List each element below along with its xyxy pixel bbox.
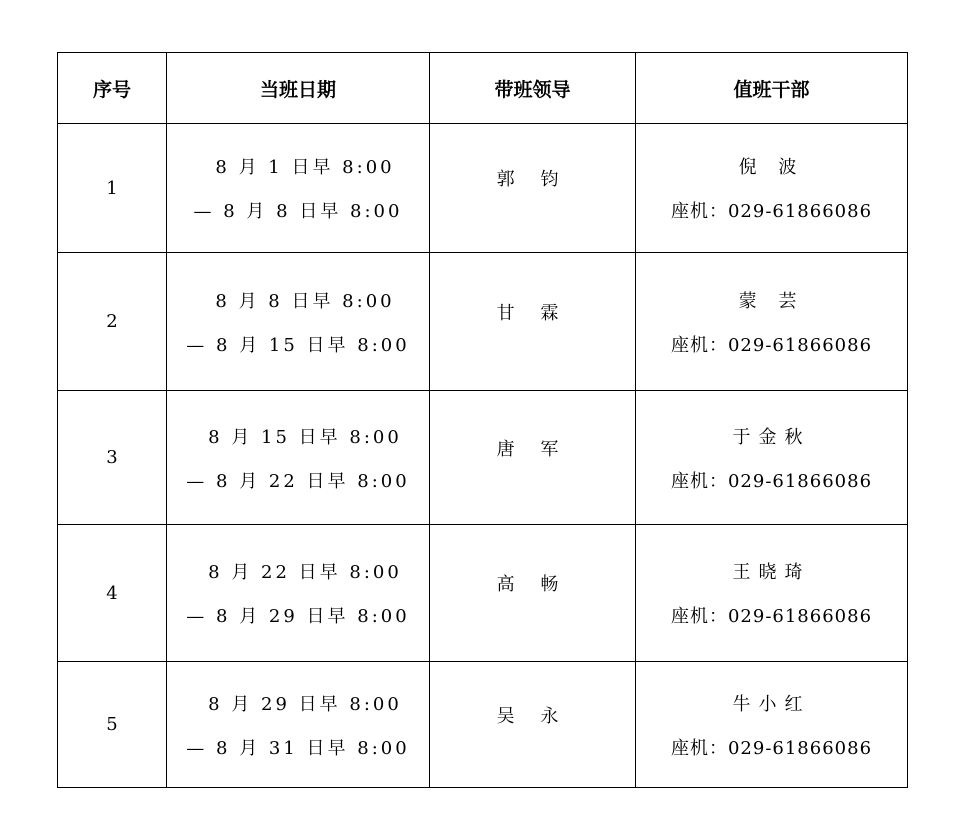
staff-name: 倪 波: [738, 157, 805, 178]
row-staff: [636, 525, 908, 662]
row-leader: [430, 525, 636, 662]
table-row: [58, 253, 908, 391]
period-end: — 8 月 29 日早 8:00: [186, 606, 410, 627]
table-row: [58, 391, 908, 525]
duty-schedule-table: [57, 52, 908, 788]
row-index: 5: [58, 662, 167, 788]
staff-phone: 座机：029-61866086: [670, 606, 873, 627]
staff-name: 蒙 芸: [738, 290, 805, 312]
staff-phone: 座机：029-61866086: [670, 470, 873, 492]
period-end: — 8 月 31 日早 8:00: [186, 737, 410, 759]
row-staff: [636, 391, 908, 525]
row-period: [167, 662, 430, 788]
period-start: 8 月 22 日早 8:00: [208, 562, 402, 583]
row-period: [167, 525, 430, 662]
table-header-row: [58, 53, 908, 124]
period-start: 8 月 8 日早 8:00: [215, 290, 395, 312]
row-index: 2: [58, 253, 167, 391]
header-period: 当班日期: [167, 53, 430, 124]
staff-phone: 座机：029-61866086: [670, 201, 873, 222]
leader-name: 甘 霖: [496, 302, 569, 324]
header-index: 序号: [58, 53, 167, 124]
period-end: — 8 月 8 日早 8:00: [193, 201, 403, 222]
row-period: [167, 253, 430, 391]
row-period: [167, 124, 430, 253]
table-row: [58, 124, 908, 253]
row-index: 3: [58, 391, 167, 525]
period-start: 8 月 1 日早 8:00: [215, 157, 395, 178]
leader-name: 郭 钧: [496, 169, 569, 190]
staff-name: 于金秋: [732, 426, 811, 448]
period-end: — 8 月 22 日早 8:00: [186, 470, 410, 492]
leader-name: 高 畅: [496, 574, 569, 595]
row-staff: [636, 662, 908, 788]
row-leader: [430, 391, 636, 525]
row-index: 1: [58, 124, 167, 253]
header-staff: 值班干部: [636, 53, 908, 124]
header-leader: 带班领导: [430, 53, 636, 124]
row-leader: [430, 662, 636, 788]
staff-phone: 座机：029-61866086: [670, 737, 873, 759]
row-index: 4: [58, 525, 167, 662]
staff-name: 王晓琦: [732, 562, 811, 583]
row-staff: [636, 253, 908, 391]
leader-name: 吴 永: [496, 705, 569, 727]
staff-phone: 座机：029-61866086: [670, 334, 873, 356]
row-leader: [430, 253, 636, 391]
period-start: 8 月 29 日早 8:00: [208, 693, 402, 715]
staff-name: 牛小红: [732, 693, 811, 715]
row-staff: [636, 124, 908, 253]
leader-name: 唐 军: [496, 438, 569, 460]
table-row: [58, 662, 908, 788]
row-period: [167, 391, 430, 525]
row-leader: [430, 124, 636, 253]
period-end: — 8 月 15 日早 8:00: [186, 334, 410, 356]
period-start: 8 月 15 日早 8:00: [208, 426, 402, 448]
table-row: [58, 525, 908, 662]
